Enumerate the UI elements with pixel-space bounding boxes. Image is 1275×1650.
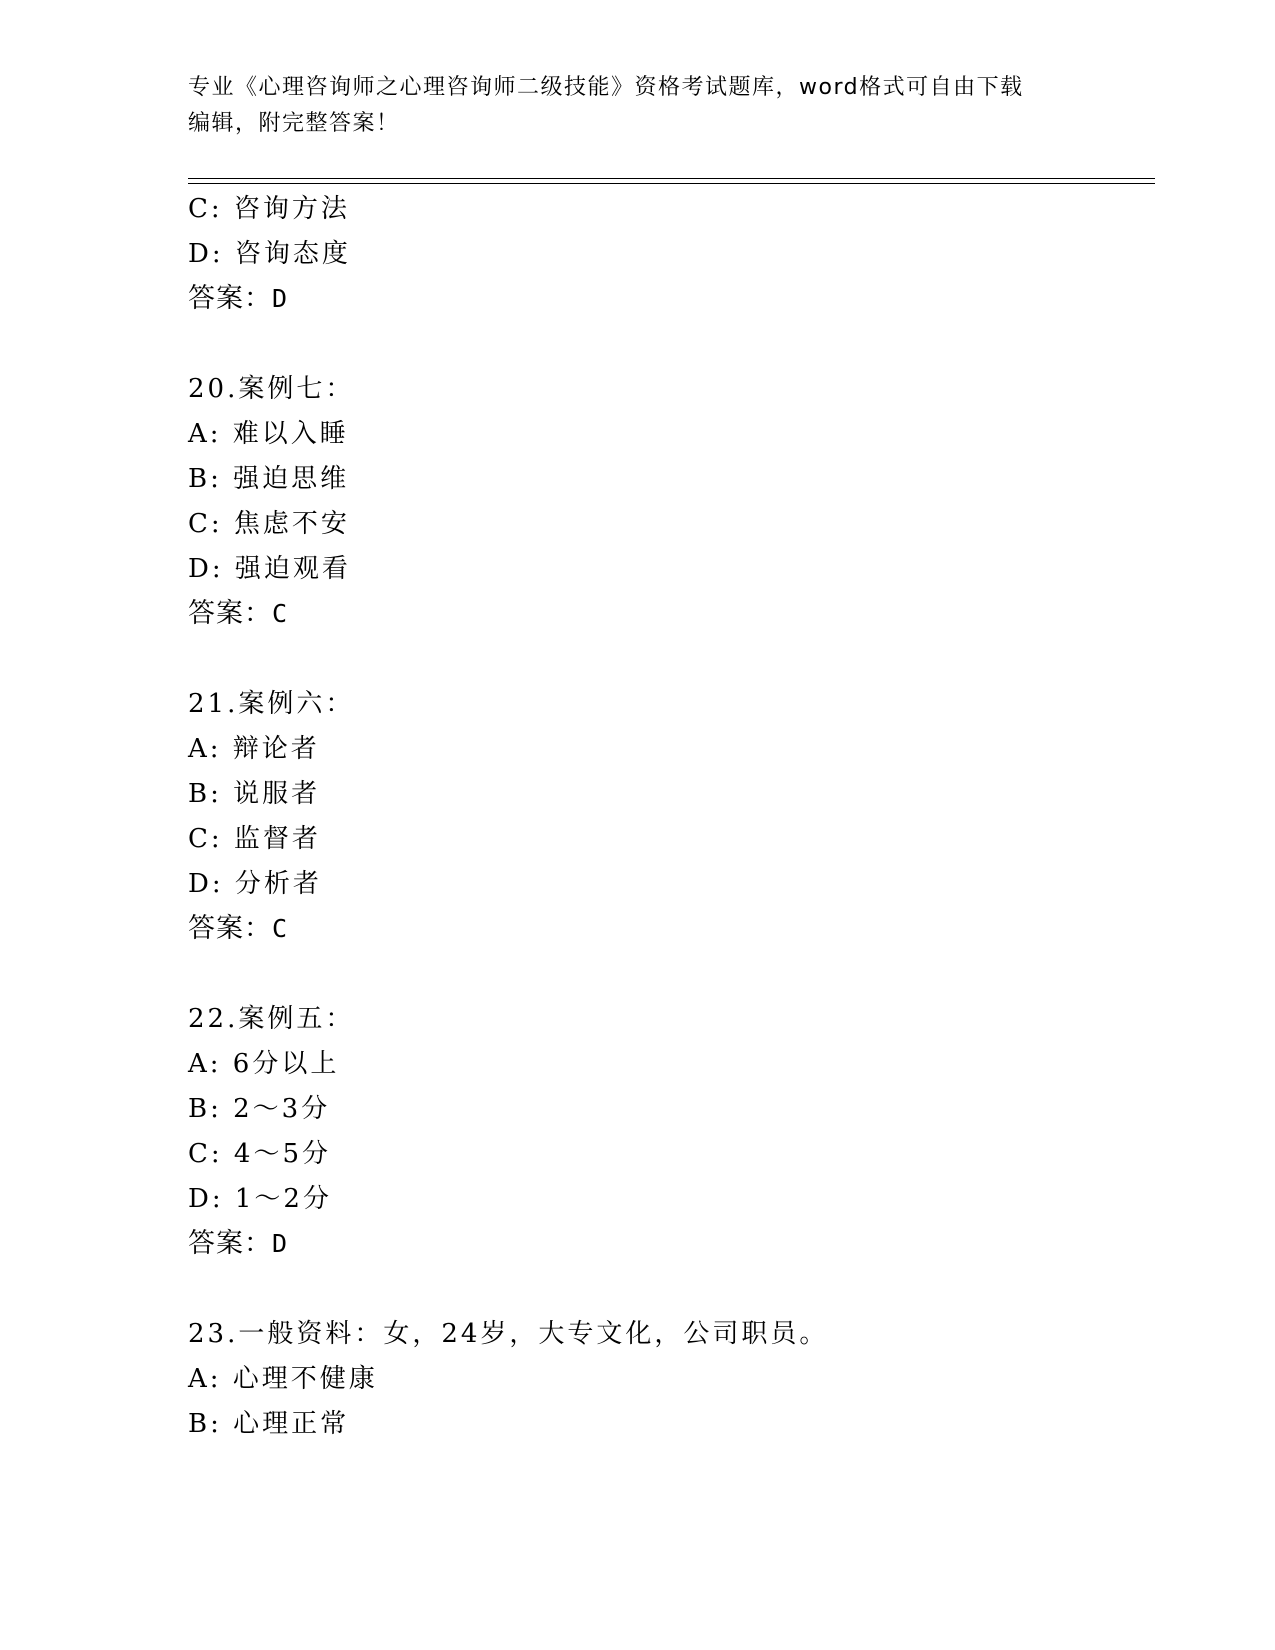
answer-value: D	[272, 1229, 289, 1258]
q19-option-d: D: 咨询态度	[188, 239, 351, 269]
q22-option-b: B: 2～3分	[188, 1094, 331, 1124]
q19-option-c: C: 咨询方法	[188, 194, 350, 224]
q22-answer	[188, 1224, 288, 1264]
header-line-1: 专业《心理咨询师之心理咨询师二级技能》资格考试题库，word格式可自由下载	[188, 75, 1024, 100]
q21-stem: 21.案例六：	[188, 689, 355, 719]
q20-answer	[188, 594, 288, 634]
q20-option-c: C: 焦虑不安	[188, 509, 350, 539]
q21-option-a: A: 辩论者	[188, 734, 320, 764]
q21-option-d: D: 分析者	[188, 869, 322, 899]
answer-label: 答案：	[188, 913, 272, 944]
q23-stem: 23.一般资料：女，24岁，大专文化，公司职员。	[188, 1319, 829, 1349]
answer-value: D	[272, 284, 289, 313]
answer-label: 答案：	[188, 283, 272, 314]
q23-option-a: A: 心理不健康	[188, 1364, 378, 1394]
document-header	[188, 70, 1088, 142]
q20-option-b: B: 强迫思维	[188, 464, 350, 494]
q22-option-d: D: 1～2分	[188, 1184, 332, 1214]
header-line-2: 编辑，附完整答案！	[188, 111, 400, 136]
answer-value: C	[272, 599, 289, 628]
answer-label: 答案：	[188, 598, 272, 629]
q22-option-a: A: 6分以上	[188, 1049, 340, 1079]
q20-stem: 20.案例七：	[188, 374, 355, 404]
q20-option-a: A: 难以入睡	[188, 419, 349, 449]
answer-value: C	[272, 914, 289, 943]
q21-answer	[188, 909, 288, 949]
q19-answer	[188, 279, 288, 319]
q23-option-b: B: 心理正常	[188, 1409, 350, 1439]
answer-label: 答案：	[188, 1228, 272, 1259]
q22-stem: 22.案例五：	[188, 1004, 355, 1034]
q20-option-d: D: 强迫观看	[188, 554, 351, 584]
header-divider	[188, 178, 1155, 184]
q21-option-c: C: 监督者	[188, 824, 321, 854]
q21-option-b: B: 说服者	[188, 779, 321, 809]
q22-option-c: C: 4～5分	[188, 1139, 332, 1169]
